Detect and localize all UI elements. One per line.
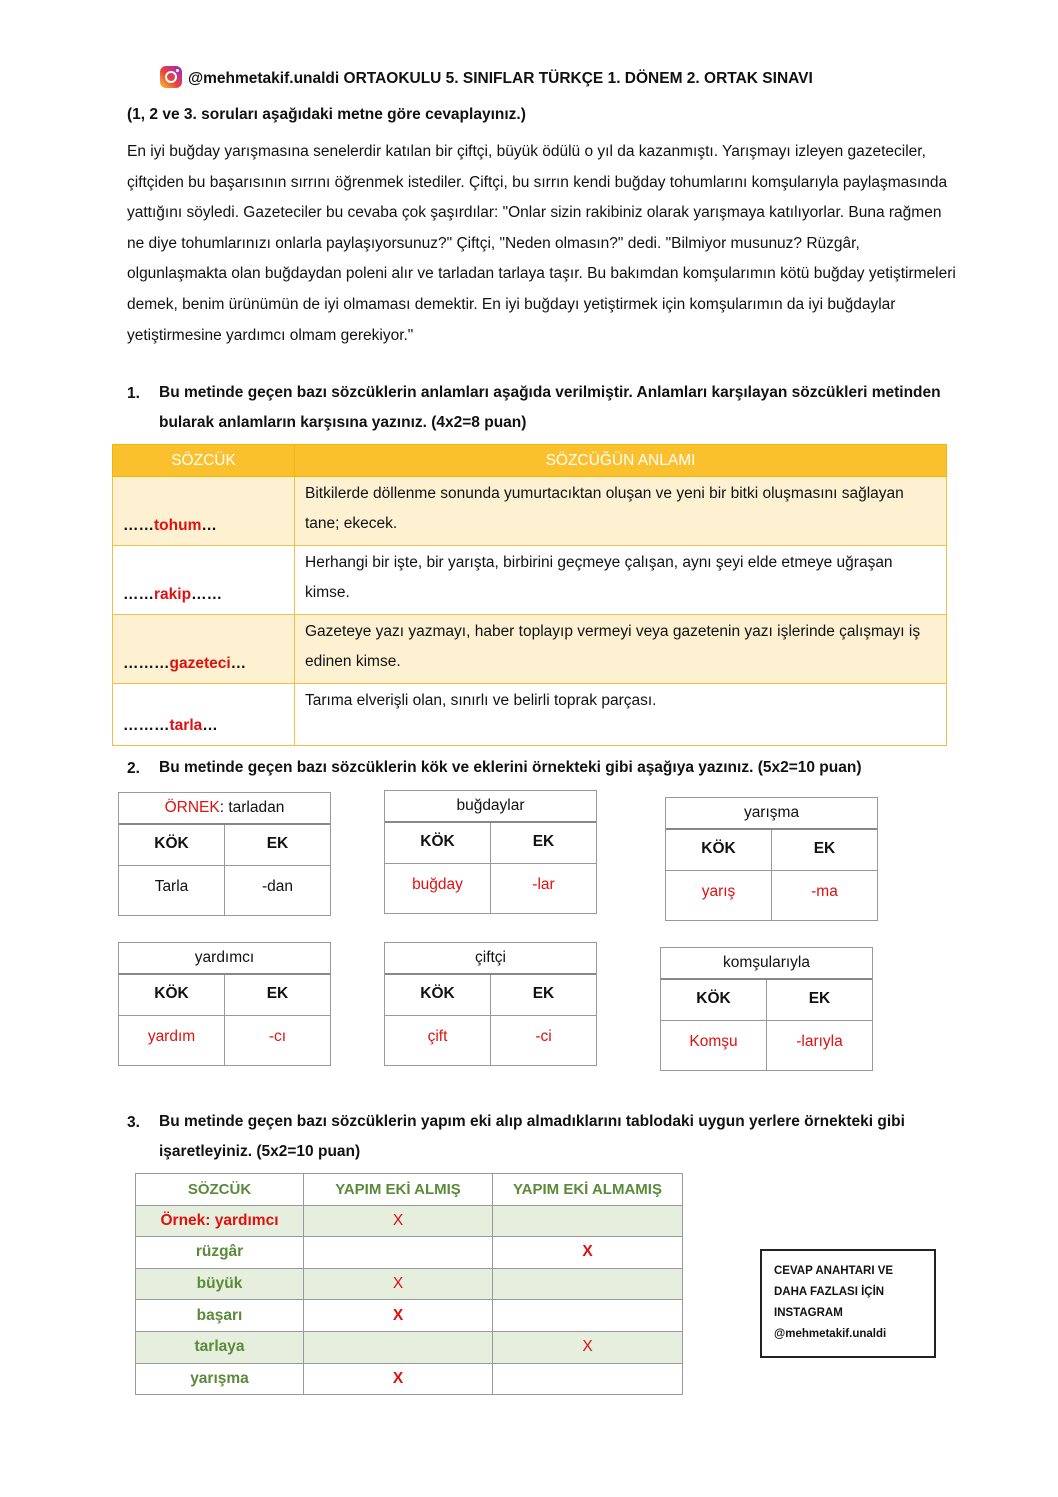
word-cell: Örnek: yardımcı bbox=[136, 1205, 304, 1237]
yes-cell[interactable]: X bbox=[304, 1268, 493, 1300]
word-cell: tarlaya bbox=[136, 1331, 304, 1363]
no-cell[interactable]: X bbox=[493, 1331, 683, 1363]
meaning-cell: Gazeteye yazı yazmayı, haber toplayıp vermeyi veya gazetenin yazı işlerinde çalışmayı iş edinen kimse. bbox=[295, 615, 947, 684]
q1-text: Bu metinde geçen bazı sözcüklerin anlamları aşağıda verilmiştir. Anlamları karşılayan sözcükleri metinden bularak anlamların karşısına yazınız. (4x2=8 puan) bbox=[159, 384, 941, 431]
q2-number: 2. bbox=[127, 760, 140, 777]
col-no: YAPIM EKİ ALMAMIŞ bbox=[493, 1174, 683, 1206]
kok-header: KÖK bbox=[420, 833, 455, 850]
kok-header: KÖK bbox=[420, 985, 455, 1002]
word-cell[interactable]: ………gazeteci… bbox=[113, 615, 295, 684]
ek-answer[interactable]: -lar bbox=[490, 863, 596, 913]
word-cell[interactable]: ……tohum… bbox=[113, 477, 295, 546]
table-row bbox=[136, 1205, 683, 1237]
word-cell[interactable]: ……rakip…… bbox=[113, 546, 295, 615]
col-meaning: SÖZCÜĞÜN ANLAMI bbox=[295, 445, 947, 477]
meaning-cell: Herhangi bir işte, bir yarışta, birbirini geçmeye çalışan, aynı şeyi elde etmeye uğraşan kimse. bbox=[295, 546, 947, 615]
ek-header: EK bbox=[771, 830, 877, 870]
kok-answer[interactable]: yardım bbox=[119, 1015, 224, 1065]
kok-header: KÖK bbox=[696, 990, 731, 1007]
answer-box-line: @mehmetakif.unaldi bbox=[774, 1328, 887, 1340]
ek-answer[interactable]: -larıyla bbox=[766, 1020, 872, 1070]
ek-header: EK bbox=[490, 823, 596, 863]
kok-header: KÖK bbox=[154, 985, 189, 1002]
q2-text: Bu metinde geçen bazı sözcüklerin kök ve eklerini örnekteki gibi aşağıya yazınız. (5x2=10 puan) bbox=[159, 759, 862, 776]
table-title: yardımcı bbox=[119, 943, 330, 975]
table-title: ÖRNEK: tarladan bbox=[119, 793, 330, 825]
word-cell[interactable]: ………tarla… bbox=[113, 684, 295, 746]
yes-cell[interactable]: X bbox=[304, 1300, 493, 1332]
root-suffix-table-example bbox=[118, 792, 331, 916]
table-row bbox=[136, 1300, 683, 1332]
no-cell[interactable] bbox=[493, 1363, 683, 1395]
ek-header: EK bbox=[766, 980, 872, 1020]
instagram-icon bbox=[160, 66, 182, 88]
yes-cell[interactable]: X bbox=[304, 1363, 493, 1395]
word-cell: başarı bbox=[136, 1300, 304, 1332]
root-suffix-table bbox=[384, 942, 597, 1066]
ek-answer[interactable]: -ci bbox=[490, 1015, 596, 1065]
col-word: SÖZCÜK bbox=[136, 1174, 304, 1206]
kok-value: Tarla bbox=[119, 865, 224, 915]
word-cell: yarışma bbox=[136, 1363, 304, 1395]
table-row bbox=[113, 546, 947, 615]
answer-box-line: DAHA FAZLASI İÇİN bbox=[774, 1286, 885, 1298]
word-cell: büyük bbox=[136, 1268, 304, 1300]
instruction: (1, 2 ve 3. soruları aşağıdaki metne göre cevaplayınız.) bbox=[127, 106, 526, 123]
no-cell[interactable]: X bbox=[493, 1237, 683, 1269]
kok-header: KÖK bbox=[701, 840, 736, 857]
kok-answer[interactable]: Komşu bbox=[661, 1020, 766, 1070]
no-cell[interactable] bbox=[493, 1300, 683, 1332]
ek-header: EK bbox=[224, 975, 330, 1015]
table-title: komşularıyla bbox=[661, 948, 872, 980]
table-row bbox=[136, 1268, 683, 1300]
root-suffix-table bbox=[384, 790, 597, 914]
root-suffix-table bbox=[118, 942, 331, 1066]
meaning-cell: Bitkilerde döllenme sonunda yumurtacıktan oluşan ve yeni bir bitki oluşmasını sağlayan tane; ekecek. bbox=[295, 477, 947, 546]
q1-table bbox=[112, 444, 947, 746]
col-word: SÖZCÜK bbox=[113, 445, 295, 477]
yes-cell[interactable] bbox=[304, 1237, 493, 1269]
root-suffix-table bbox=[665, 797, 878, 921]
table-row bbox=[136, 1331, 683, 1363]
meaning-cell: Tarıma elverişli olan, sınırlı ve belirli toprak parçası. bbox=[295, 684, 947, 746]
kok-header: KÖK bbox=[154, 835, 189, 852]
yes-cell[interactable]: X bbox=[304, 1205, 493, 1237]
ek-value: -dan bbox=[224, 865, 330, 915]
col-yes: YAPIM EKİ ALMIŞ bbox=[304, 1174, 493, 1206]
table-title: buğdaylar bbox=[385, 791, 596, 823]
q3-text: Bu metinde geçen bazı sözcüklerin yapım eki alıp almadıklarını tablodaki uygun yerlere örnekteki gibi işaretleyiniz. (5x2=10 puan) bbox=[159, 1113, 905, 1160]
ek-header: EK bbox=[224, 825, 330, 865]
table-title: yarışma bbox=[666, 798, 877, 830]
ek-answer[interactable]: -cı bbox=[224, 1015, 330, 1065]
answer-box-line: INSTAGRAM bbox=[774, 1307, 843, 1319]
table-title: çiftçi bbox=[385, 943, 596, 975]
answer-box-line: CEVAP ANAHTARI VE bbox=[774, 1265, 894, 1277]
q1-number: 1. bbox=[127, 385, 140, 402]
kok-answer[interactable]: yarış bbox=[666, 870, 771, 920]
no-cell[interactable] bbox=[493, 1205, 683, 1237]
word-cell: rüzgâr bbox=[136, 1237, 304, 1269]
kok-answer[interactable]: buğday bbox=[385, 863, 490, 913]
q3-table bbox=[135, 1173, 683, 1395]
page-title: @mehmetakif.unaldi ORTAOKULU 5. SINIFLAR TÜRKÇE 1. DÖNEM 2. ORTAK SINAVI bbox=[188, 70, 813, 87]
table-row bbox=[136, 1237, 683, 1269]
q3-number: 3. bbox=[127, 1114, 140, 1131]
yes-cell[interactable] bbox=[304, 1331, 493, 1363]
root-suffix-table bbox=[660, 947, 873, 1071]
answer-key-box bbox=[760, 1249, 936, 1358]
kok-answer[interactable]: çift bbox=[385, 1015, 490, 1065]
no-cell[interactable] bbox=[493, 1268, 683, 1300]
table-row bbox=[113, 477, 947, 546]
ek-header: EK bbox=[490, 975, 596, 1015]
ek-answer[interactable]: -ma bbox=[771, 870, 877, 920]
table-row bbox=[136, 1363, 683, 1395]
table-row bbox=[113, 684, 947, 746]
reading-passage: En iyi buğday yarışmasına senelerdir katılan bir çiftçi, büyük ödülü o yıl da kazanmıştı. Yarışmayı izleyen gazeteciler, çiftçiden bu başarısının sırrını öğrenmek istediler. Çiftçi, bu sırrın kendi buğday tohumlarını komşularıyla paylaşmasında yattığını söyledi. Gazeteciler bu cevaba çok şaşırdılar: "Onlar sizin rakibiniz olarak yarışmaya katılıyorlar. Buna rağmen ne diye tohumlarınızı onlarla paylaşıyorsunuz?" Çiftçi, "Neden olmasın?" dedi. "Bilmiyor musunuz? Rüzgâr, olgunlaşmakta olan buğdaydan poleni alır ve tarladan tarlaya taşır. Bu bakımdan komşularımın kötü buğday yetiştirmeleri demek, benim ürünümün de iyi olmaması demektir. En iyi buğdayı yetiştirmek için komşularımın da iyi buğdaylar yetiştirmesine yardımcı olmam gerekiyor." bbox=[127, 143, 956, 344]
table-row bbox=[113, 615, 947, 684]
